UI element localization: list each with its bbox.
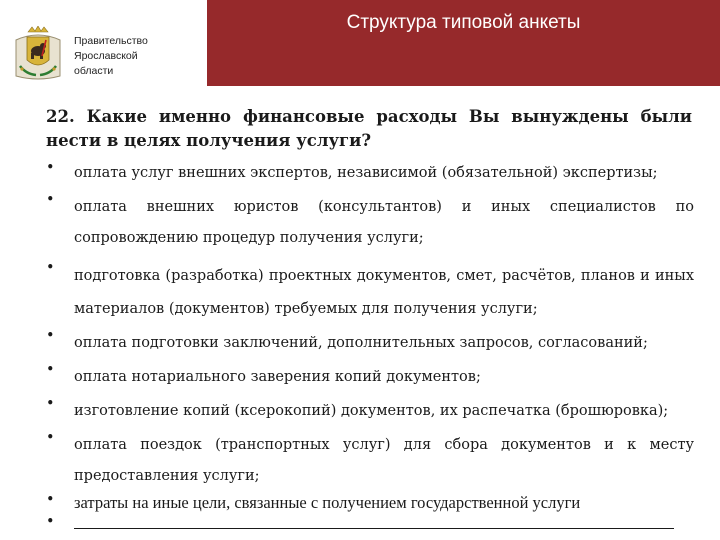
bullet: • [46, 260, 55, 276]
list-item [46, 492, 694, 514]
org-line-2: Ярославской [74, 50, 138, 62]
list-item [46, 396, 694, 426]
bullet: • [46, 492, 55, 508]
org-line-1: Правительство [74, 35, 148, 47]
list-item-text: оплата поездок (транспортных услуг) для сбора документов и к месту предоставления услуги; [74, 437, 694, 484]
bullet: • [46, 362, 55, 378]
list-item-text: оплата нотариального заверения копий документов; [74, 369, 481, 385]
bullet: • [46, 328, 55, 344]
list-item-text: затраты на иные цели, связанные с получением государственной услуги [74, 493, 581, 512]
bullet: • [46, 192, 55, 208]
bullet: • [46, 160, 55, 176]
bullet: • [46, 430, 55, 446]
list-item [46, 362, 694, 392]
list-item-blank [46, 514, 694, 534]
slide-title: Структура типовой анкеты [346, 12, 581, 33]
org-line-3: области [74, 65, 114, 77]
organization-name [74, 34, 148, 79]
list-item-text: изготовление копий (ксерокопий) документов, их распечатка (брошюровка); [74, 403, 669, 419]
list-item [46, 192, 694, 254]
bullet: • [46, 396, 55, 412]
list-item-text: оплата услуг внешних экспертов, независимой (обязательной) экспертизы; [74, 165, 658, 181]
header-separator [0, 86, 720, 88]
list-item [46, 160, 694, 186]
question-text: 22. Какие именно финансовые расходы Вы вынуждены были нести в целях получения услуги? [46, 107, 692, 150]
list-item-text: подготовка (разработка) проектных документов, смет, расчётов, планов и иных материалов (документов) требуемых для получения услуги; [74, 268, 694, 317]
bullet: • [46, 514, 55, 530]
list-item [46, 328, 694, 358]
list-item-text: оплата подготовки заключений, дополнительных запросов, согласований; [74, 335, 648, 351]
list-item [46, 260, 694, 326]
header [0, 0, 720, 88]
list-item [46, 430, 694, 492]
list-item-text: оплата внешних юристов (консультантов) и иных специалистов по сопровождению процедур получения услуги; [74, 199, 694, 246]
expense-list [46, 160, 694, 534]
blank-answer-line [74, 514, 674, 529]
coat-of-arms-icon [12, 26, 64, 82]
title-bar [207, 0, 720, 86]
